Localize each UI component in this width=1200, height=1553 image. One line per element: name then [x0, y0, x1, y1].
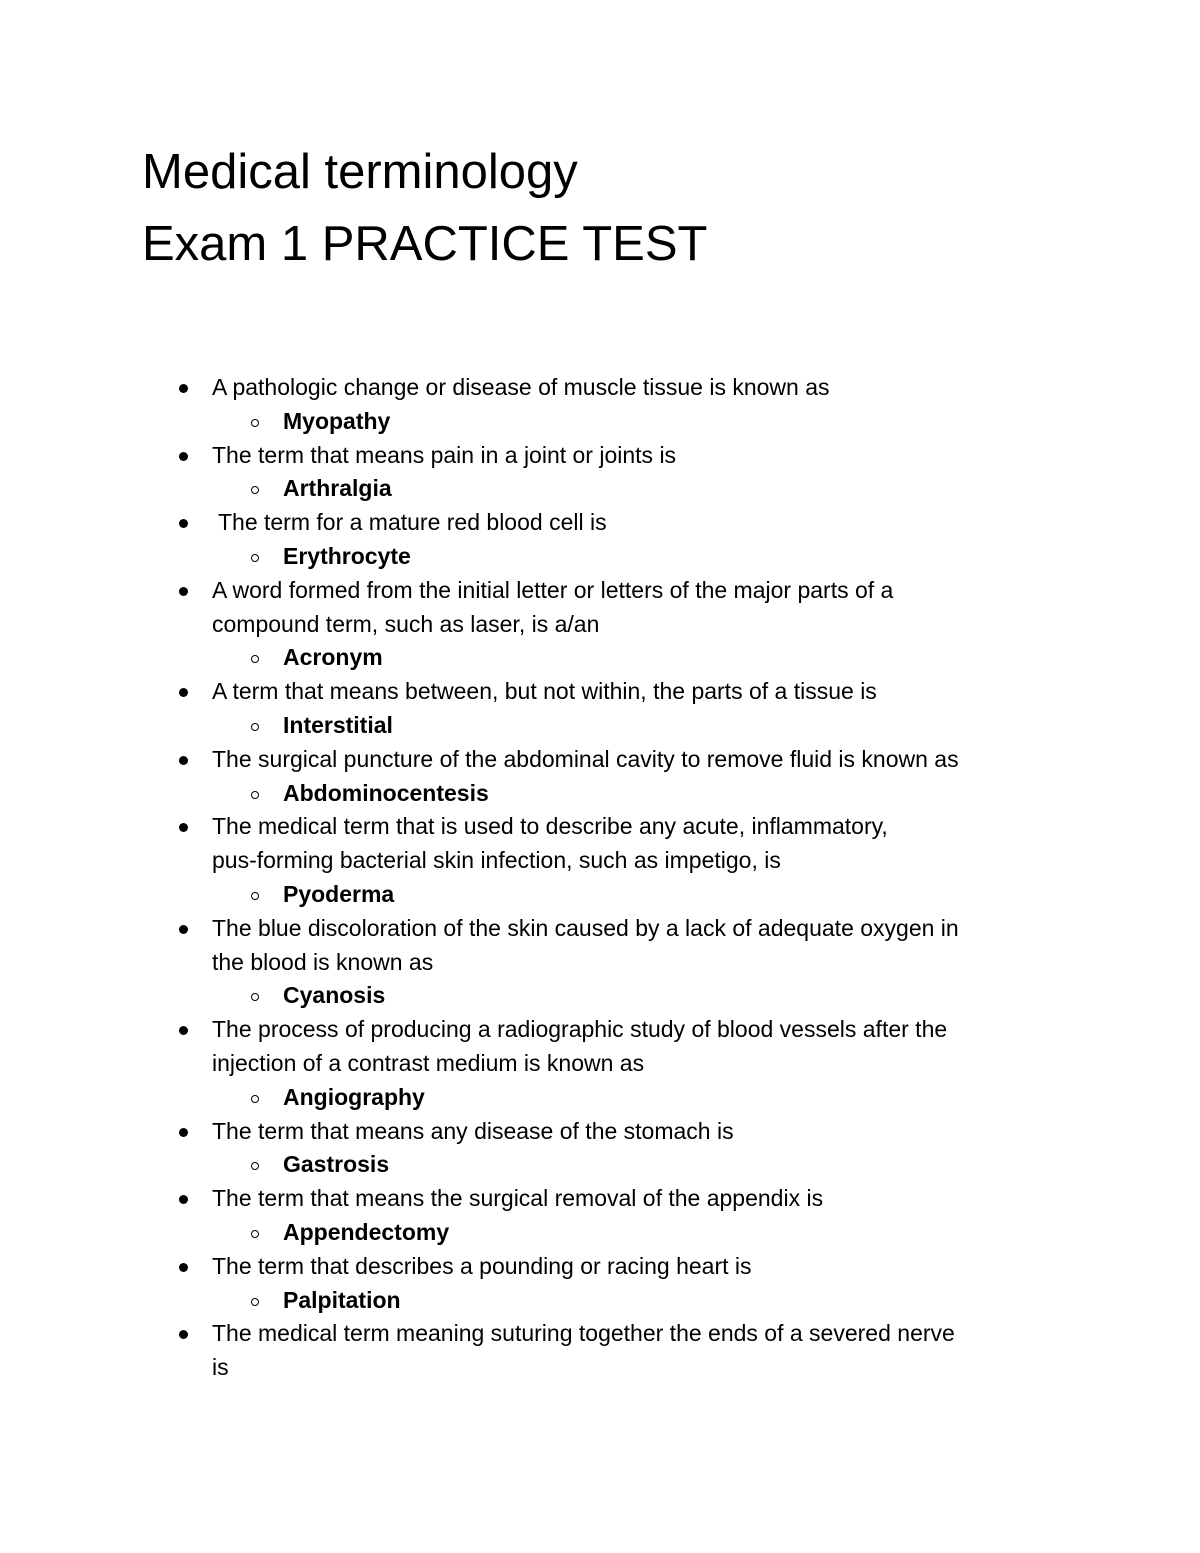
question-text: injection of a contrast medium is known as: [212, 1049, 645, 1076]
answer-text: Acronym: [283, 644, 383, 671]
question-text: compound term, such as laser, is a/an: [212, 610, 600, 637]
question-item: [0, 371, 1200, 439]
question-item: [0, 1013, 1200, 1114]
question-text: is: [212, 1354, 229, 1381]
question-text: The process of producing a radiographic study of blood vessels after the: [212, 1016, 948, 1043]
question-text: The term that means the surgical removal of the appendix is: [212, 1185, 824, 1212]
question-item: [0, 810, 1200, 911]
answer-text: Erythrocyte: [283, 542, 411, 569]
question-text: pus-forming bacterial skin infection, such as impetigo, is: [212, 847, 781, 874]
answer-text: Myopathy: [283, 407, 391, 434]
question-item: [0, 675, 1200, 743]
question-item: [0, 1182, 1200, 1250]
question-text: The surgical puncture of the abdominal cavity to remove fluid is known as: [212, 745, 959, 772]
question-item: [0, 743, 1200, 811]
question-item: [0, 1317, 1200, 1385]
question-list: [0, 371, 1200, 1385]
question-text: The term that describes a pounding or racing heart is: [212, 1252, 752, 1279]
question-text: A term that means between, but not within, the parts of a tissue is: [212, 678, 877, 705]
document-subtitle: Exam 1 PRACTICE TEST: [142, 217, 708, 271]
answer-text: Angiography: [283, 1083, 425, 1110]
question-text: the blood is known as: [212, 948, 434, 975]
question-item: [0, 1250, 1200, 1318]
question-text: The blue discoloration of the skin caused by a lack of adequate oxygen in: [212, 914, 959, 941]
question-item: [0, 912, 1200, 1013]
answer-text: Appendectomy: [283, 1218, 450, 1245]
question-text: A word formed from the initial letter or letters of the major parts of a: [212, 576, 894, 603]
question-item: [0, 506, 1200, 574]
answer-text: Arthralgia: [283, 475, 392, 502]
answer-text: Abdominocentesis: [283, 779, 489, 806]
answer-text: Cyanosis: [283, 982, 386, 1009]
question-text: The term that means any disease of the stomach is: [212, 1117, 734, 1144]
question-text: The medical term that is used to describe any acute, inflammatory,: [212, 813, 888, 840]
question-text: The term that means pain in a joint or joints is: [212, 441, 677, 468]
question-text: A pathologic change or disease of muscle tissue is known as: [212, 374, 830, 400]
answer-text: Gastrosis: [283, 1151, 390, 1178]
answer-text: Palpitation: [283, 1286, 401, 1313]
answer-text: Pyoderma: [283, 880, 395, 907]
question-item: [0, 574, 1200, 675]
question-text: The term for a mature red blood cell is: [212, 509, 607, 536]
question-item: [0, 439, 1200, 507]
question-item: [0, 1115, 1200, 1183]
question-text: The medical term meaning suturing together the ends of a severed nerve: [212, 1320, 955, 1347]
document-title: Medical terminology: [142, 145, 578, 199]
answer-text: Interstitial: [283, 711, 393, 738]
